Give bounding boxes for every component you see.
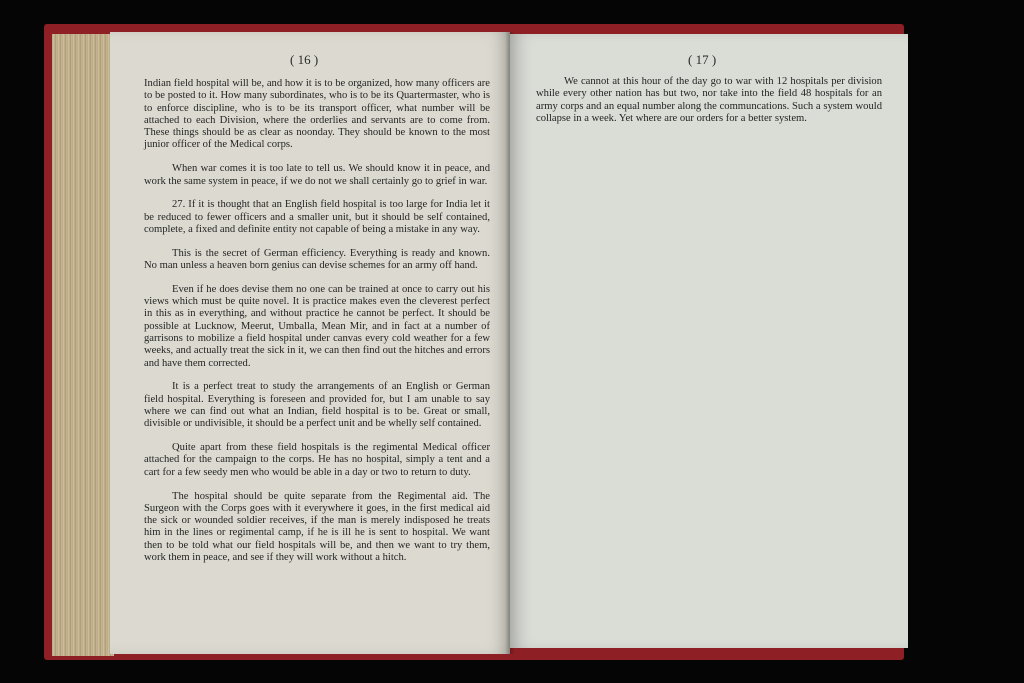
right-page: [510, 34, 908, 648]
paragraph: The hospital should be quite separate from the Regimental aid. The Surgeon with the Corps goes with it everywhere it goes, in the first medical aid the sick or wounded soldier receives, if the man is merely indisposed he treats him in the lines or regimental camp, if he is ill he is sent to hospital. We want then to be told what our field hospitals will be, and then we want to try them, work them in peace, and see if they will work without a hitch.: [144, 490, 490, 563]
paragraph: We cannot at this hour of the day go to war with 12 hospitals per division while every other nation has but two, nor take into the field 48 hospitals for an army corps and an equal number along the communcations. Such a system would collapse in a week. Yet where are our orders for a better system.: [536, 76, 882, 124]
paragraph: Quite apart from these field hospitals is the regimental Medical officer attached for the campaign to the corps. He has no hospital, simply a tent and a cart for a few seedy men who would be able in a day or two to return to duty.: [144, 442, 490, 478]
paragraph: This is the secret of German efficiency. Everything is ready and known. No man unless a heaven born genius can devise schemes for an army off hand.: [144, 247, 490, 272]
paragraph: When war comes it is too late to tell us. We should know it in peace, and work the same system in peace, if we do not we shall certainly go to grief in war.: [144, 163, 490, 187]
paragraph: Even if he does devise them no one can be trained at once to carry out his views which must be quite novel. It is practice makes even the cleverest perfect in this as in everything, and without practice he cannot be perfect. It should be possible at Lucknow, Meerut, Umballa, Mean Mir, and in fact at a number of garrisons to mobilize a field hospital under canvas every cold weather for a few weeks, and actually treat the sick in it, we can then find out the hitches and errors and have them corrected.: [144, 283, 490, 369]
page-number-left: ( 16 ): [290, 52, 319, 67]
paragraph: It is a perfect treat to study the arrangements of an English or German field hospital. Everything is foreseen and provided for, but I am unable to say where we can find out what an Indian, field hospital is to be. Great or small, divisible or undivisible, it should be a perfect unit and be whelly self contained.: [144, 381, 490, 430]
right-page-text: [536, 76, 882, 137]
page-number-right: ( 17 ): [688, 52, 717, 67]
left-page-text: [144, 78, 490, 576]
page-edges: [52, 34, 114, 656]
paragraph: Indian field hospital will be, and how it is to be organized, how many officers are to be posted to it. How many subordinates, who is to be its Quartermaster, who is to enforce discipline, who is to be its transport officer, what number will be attached to each Division, where the orderlies and servants are to come from. These things should be as clear as noonday. They should be known to the most junior officer of the Medical corps.: [144, 78, 490, 151]
paragraph: 27. If it is thought that an English field hospital is too large for India let it be reduced to fewer officers and a smaller unit, but it should be self contained, complete, a fixed and definite entity not capable of being a mistake in any way.: [144, 199, 490, 235]
left-page: [110, 32, 510, 654]
